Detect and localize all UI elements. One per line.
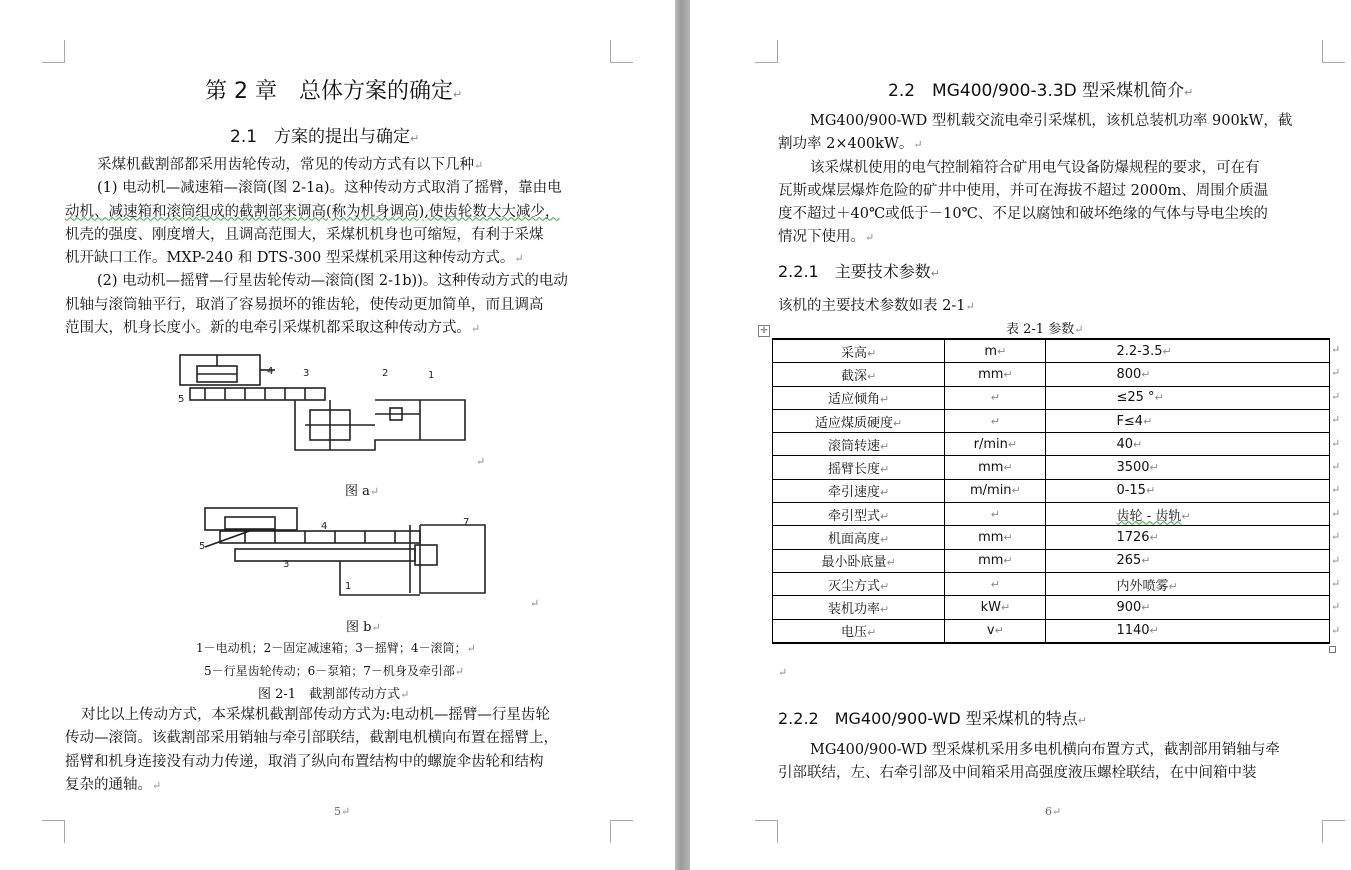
param-name-cell[interactable] <box>773 409 945 432</box>
transmission-diagram-a <box>175 350 475 470</box>
table-row[interactable] <box>773 409 1330 432</box>
figure-a-caption[interactable]: 图 a↵ <box>345 484 380 499</box>
param-unit-cell[interactable] <box>945 386 1046 409</box>
figure-label: 3 <box>283 559 290 570</box>
param-value-cell[interactable] <box>1046 386 1330 409</box>
paragraph-mark: ↵ <box>1003 531 1013 545</box>
figure-label: 5 <box>178 394 185 405</box>
table-resize-handle-icon[interactable] <box>1329 646 1336 653</box>
body-text-intro[interactable]: MG400/900-WD 型机载交流电牵引采煤机，该机总装机功率 900kW，截 割功率 2×400kW。↵ 该采煤机使用的电气控制箱符合矿用电气设备防爆规程的要求，可在有 瓦斯或煤层爆炸危险的矿井中使用，并可在海拔不超过 2000m、周围介质温 度不超过＋40℃或低于－10℃、不足以腐蚀和破坏绝缘的气体与导电尘埃的 情况下使用。↵ <box>778 113 1293 246</box>
paragraph-mark: ↵ <box>880 509 890 523</box>
paragraph-mark: ↵ <box>990 507 1000 521</box>
subsection-title[interactable]: 2.2.1 主要技术参数↵ <box>778 262 940 281</box>
cell-text: mm <box>978 366 1004 382</box>
paragraph-mark: ↵ <box>886 556 896 570</box>
param-unit-cell[interactable] <box>945 479 1046 502</box>
param-value-cell[interactable] <box>1046 479 1330 502</box>
cell-text: 265 <box>1116 553 1142 569</box>
paragraph-mark: ↵ <box>1003 367 1013 381</box>
cell-text: 900 <box>1116 599 1142 615</box>
cell-text: r/min <box>973 436 1008 452</box>
crop-mark <box>755 820 778 843</box>
row-end-mark: ↵ <box>1331 553 1341 567</box>
table-row[interactable] <box>773 596 1330 619</box>
row-end-mark: ↵ <box>1331 413 1341 427</box>
crop-mark <box>1322 40 1345 63</box>
cell-text: 装机功率 <box>828 601 881 617</box>
figure-label: 5 <box>199 541 206 552</box>
paragraph-mark: ↵ <box>994 624 1004 638</box>
paragraph-mark: ↵ <box>997 344 1007 358</box>
table-move-handle-icon[interactable]: ✛ <box>758 325 770 337</box>
crop-mark <box>42 40 65 63</box>
paragraph-mark: ↵ <box>880 533 890 547</box>
table-row[interactable] <box>773 339 1330 363</box>
cell-text: 最小卧底量 <box>821 555 887 571</box>
cell-text: F≤4 <box>1116 413 1144 429</box>
crop-mark <box>755 40 778 63</box>
cell-text: mm <box>978 530 1004 546</box>
param-value-cell[interactable] <box>1046 339 1330 363</box>
paragraph-mark: ↵ <box>1141 600 1151 614</box>
param-name-cell[interactable] <box>773 619 945 643</box>
chapter-title[interactable]: 第 2 章 总体方案的确定↵ <box>205 79 463 104</box>
param-unit-cell[interactable] <box>945 433 1046 456</box>
paragraph-mark: ↵ <box>1145 484 1156 498</box>
figure-label: 4 <box>321 521 328 532</box>
paragraph-mark: ↵ <box>990 414 1000 428</box>
row-end-mark: ↵ <box>1331 530 1341 544</box>
param-unit-cell[interactable] <box>945 363 1046 386</box>
cell-text: 3500 <box>1116 460 1150 476</box>
row-end-mark: ↵ <box>1331 600 1341 614</box>
table-row[interactable] <box>773 572 1330 595</box>
param-name-cell[interactable] <box>773 526 945 549</box>
cell-text: m <box>984 343 998 359</box>
figure-caption[interactable]: 图 2-1 截割部传动方式↵ <box>258 687 410 702</box>
paragraph-mark: ↵ <box>1149 624 1159 638</box>
param-unit-cell[interactable] <box>945 503 1046 526</box>
figure-legend-line-1[interactable]: 1－电动机；2－固定减速箱；3－摇臂；4－滚筒；↵ <box>196 641 476 655</box>
param-unit-cell[interactable] <box>945 409 1046 432</box>
paragraph-mark: ↵ <box>880 486 890 500</box>
param-name-cell[interactable] <box>773 503 945 526</box>
param-value-cell[interactable] <box>1046 409 1330 432</box>
paragraph-mark: ↵ <box>1003 554 1013 568</box>
param-value-cell[interactable] <box>1046 456 1330 479</box>
param-name-cell[interactable] <box>773 386 945 409</box>
table-intro[interactable]: 该机的主要技术参数如表 2-1↵ <box>778 298 975 314</box>
row-end-mark: ↵ <box>1331 577 1341 590</box>
param-value-cell[interactable] <box>1046 619 1330 643</box>
param-value-cell[interactable] <box>1046 549 1330 572</box>
cell-text: v <box>986 623 995 639</box>
figure-label: 1 <box>428 370 435 381</box>
paragraph-mark: ↵ <box>1149 461 1159 475</box>
paragraph-mark: ↵ <box>867 369 877 383</box>
table-row[interactable] <box>773 479 1330 502</box>
table-caption[interactable]: 表 2-1 参数↵ <box>1006 322 1084 337</box>
cell-text: 0-15 <box>1116 483 1146 499</box>
paragraph-mark: ↵ <box>867 346 877 360</box>
cell-text: 机面高度 <box>828 532 881 548</box>
row-end-mark: ↵ <box>1331 460 1341 473</box>
paragraph-mark: ↵ <box>1141 554 1151 568</box>
paragraph-mark: ↵ <box>1141 367 1151 381</box>
paragraph-mark: ↵ <box>1154 391 1164 405</box>
figure-legend-line-2[interactable]: 5－行星齿轮传动；6－泵箱；7－机身及牵引部↵ <box>204 664 465 678</box>
figure-label: 1 <box>345 581 352 592</box>
table-row[interactable] <box>773 433 1330 456</box>
paragraph-mark: ↵ <box>990 391 1000 405</box>
subsection-title[interactable]: 2.2.2 MG400/900-WD 型采煤机的特点↵ <box>778 709 1087 728</box>
param-name-cell[interactable] <box>773 596 945 619</box>
document-page-5 <box>0 0 675 870</box>
cell-text: 牵引速度 <box>828 485 881 501</box>
table-row[interactable] <box>773 526 1330 549</box>
cell-text: 采高 <box>841 345 868 361</box>
paragraph-mark: ↵ <box>1011 484 1021 498</box>
body-text-conclusion[interactable]: 对比以上传动方式，本采煤机截割部传动方式为:电动机—摇臂—行星齿轮 传动—滚筒。该截割部采用销轴与牵引部联结，截割电机横向布置在摇臂上， 摇臂和机身连接没有动力传递，取消了纵向布置结构中的螺旋伞齿轮和结构 复杂的通轴。↵ <box>65 707 558 793</box>
page-number: 5↵ <box>334 805 351 818</box>
figure-label: 2 <box>382 368 389 379</box>
paragraph-mark: ↵ <box>530 597 540 610</box>
paragraph-mark: ↵ <box>880 579 890 593</box>
cell-text: mm <box>978 553 1004 569</box>
paragraph-mark: ↵ <box>1132 437 1143 451</box>
table-row[interactable] <box>773 503 1330 526</box>
param-unit-cell[interactable] <box>945 526 1046 549</box>
crop-mark <box>42 820 65 843</box>
paragraph-mark: ↵ <box>867 626 877 640</box>
section-title[interactable]: 2.2 MG400/900-3.3D 型采煤机简介↵ <box>888 81 1194 101</box>
param-name-cell[interactable] <box>773 363 945 386</box>
paragraph-mark: ↵ <box>1007 437 1018 451</box>
figure-label: 4 <box>267 366 274 377</box>
table-row[interactable] <box>773 549 1330 572</box>
table-row[interactable] <box>773 619 1330 643</box>
paragraph-mark: ↵ <box>778 666 788 679</box>
row-end-mark: ↵ <box>1331 506 1341 520</box>
param-value-cell[interactable] <box>1046 572 1330 595</box>
parameters-table[interactable] <box>772 338 1330 644</box>
cell-text: 摇臂长度 <box>828 462 881 478</box>
param-unit-cell[interactable] <box>945 456 1046 479</box>
param-name-cell[interactable] <box>773 572 945 595</box>
transmission-diagram-b <box>195 505 495 600</box>
paragraph-mark: ↵ <box>1003 461 1013 475</box>
figure-label: 7 <box>463 517 470 528</box>
cell-text: 截深 <box>841 368 868 384</box>
paragraph-mark: ↵ <box>1162 344 1172 358</box>
cell-text: 800 <box>1116 366 1142 382</box>
cell-text: 滚筒转速 <box>828 438 881 454</box>
paragraph-mark: ↵ <box>1168 579 1178 593</box>
paragraph-mark: ↵ <box>880 602 890 616</box>
row-end-mark: ↵ <box>1331 366 1341 380</box>
cell-text: 适应倾角 <box>828 392 881 408</box>
paragraph-mark: ↵ <box>880 393 890 407</box>
page-gap-divider <box>675 0 690 870</box>
param-name-cell[interactable] <box>773 549 945 572</box>
table-row[interactable] <box>773 386 1330 409</box>
param-value-cell[interactable] <box>1046 596 1330 619</box>
param-unit-cell[interactable] <box>945 549 1046 572</box>
crop-mark <box>610 820 633 843</box>
param-value-cell[interactable] <box>1046 526 1330 549</box>
param-value-cell[interactable] <box>1046 503 1330 526</box>
paragraph-mark: ↵ <box>1181 509 1191 523</box>
param-name-cell[interactable] <box>773 456 945 479</box>
cell-text: 内外喷雾 <box>1116 578 1169 594</box>
crop-mark <box>610 40 633 63</box>
cell-text: mm <box>978 460 1004 476</box>
cell-text: 灭尘方式 <box>828 578 881 594</box>
param-name-cell[interactable] <box>773 433 945 456</box>
document-page-6 <box>690 0 1351 870</box>
row-end-mark: ↵ <box>1331 483 1341 497</box>
param-unit-cell[interactable] <box>945 339 1046 363</box>
cell-text: 电压 <box>841 625 868 641</box>
cell-text: kW <box>980 599 1001 615</box>
table-row[interactable] <box>773 363 1330 386</box>
cell-text: 1726 <box>1116 530 1150 546</box>
cell-text: ≤25 ° <box>1116 390 1155 406</box>
cell-text: 1140 <box>1116 623 1150 639</box>
cell-text: 适应煤质硬度 <box>815 415 894 431</box>
cell-text: 齿轮 - 齿轨 <box>1116 508 1182 524</box>
cell-text: 40 <box>1116 436 1133 452</box>
paragraph-mark: ↵ <box>1143 414 1153 428</box>
row-end-mark: ↵ <box>1331 436 1341 450</box>
paragraph-mark: ↵ <box>476 455 486 468</box>
param-value-cell[interactable] <box>1046 433 1330 456</box>
paragraph-mark: ↵ <box>990 577 1000 591</box>
paragraph-mark: ↵ <box>1149 531 1159 545</box>
page-number: 6↵ <box>1045 805 1062 818</box>
section-title[interactable]: 2.1 方案的提出与确定↵ <box>230 127 420 147</box>
paragraph-mark: ↵ <box>880 463 890 477</box>
paragraph-mark: ↵ <box>880 439 890 453</box>
param-value-cell[interactable] <box>1046 363 1330 386</box>
param-unit-cell[interactable] <box>945 572 1046 595</box>
row-end-mark: ↵ <box>1331 623 1341 637</box>
cell-text: 牵引型式 <box>828 508 881 524</box>
cell-text: m/min <box>969 483 1012 499</box>
body-text-options[interactable]: 采煤机截割部都采用齿轮传动，常见的传动方式有以下几种↵ (1) 电动机—减速箱—滚筒(图 2-1a)。这种传动方式取消了摇臂，靠由电 动机、减速箱和滚筒组成的截割部来调高(称为机身调高),使齿轮数大大减少， 机壳的强度、刚度增大，且调高范围大，采煤机机身也可缩短，有利于采煤 机开缺口工作。MXP-240 和 DTS-300 型采煤机采用这种传动方式。↵ (2) 电动机—摇臂—行星齿轮传动—滚筒(图 2-1b))。这种传动方式的电动 机轴与滚筒轴平行，取消了容易损坏的锥齿轮，使传动更加简单，而且调高 范围大，机身长度小。新的电牵引采煤机都采取这种传动方式。↵ <box>65 157 568 337</box>
figure-label: 3 <box>303 368 310 379</box>
body-text-features[interactable]: MG400/900-WD 型采煤机采用多电机横向布置方式，截割部用销轴与牵 引部联结，左、右牵引部及中间箱采用高强度液压螺栓联结，在中间箱中装 <box>778 742 1280 782</box>
param-name-cell[interactable] <box>773 479 945 502</box>
paragraph-mark: ↵ <box>893 416 903 430</box>
param-name-cell[interactable] <box>773 339 945 363</box>
row-end-mark: ↵ <box>1331 343 1341 356</box>
table-row[interactable] <box>773 456 1330 479</box>
param-unit-cell[interactable] <box>945 619 1046 643</box>
crop-mark <box>1322 820 1345 843</box>
paragraph-mark: ↵ <box>1000 600 1011 614</box>
cell-text: 2.2-3.5 <box>1116 343 1163 359</box>
row-end-mark: ↵ <box>1331 389 1341 403</box>
figure-b-caption[interactable]: 图 b↵ <box>346 620 381 635</box>
param-unit-cell[interactable] <box>945 596 1046 619</box>
